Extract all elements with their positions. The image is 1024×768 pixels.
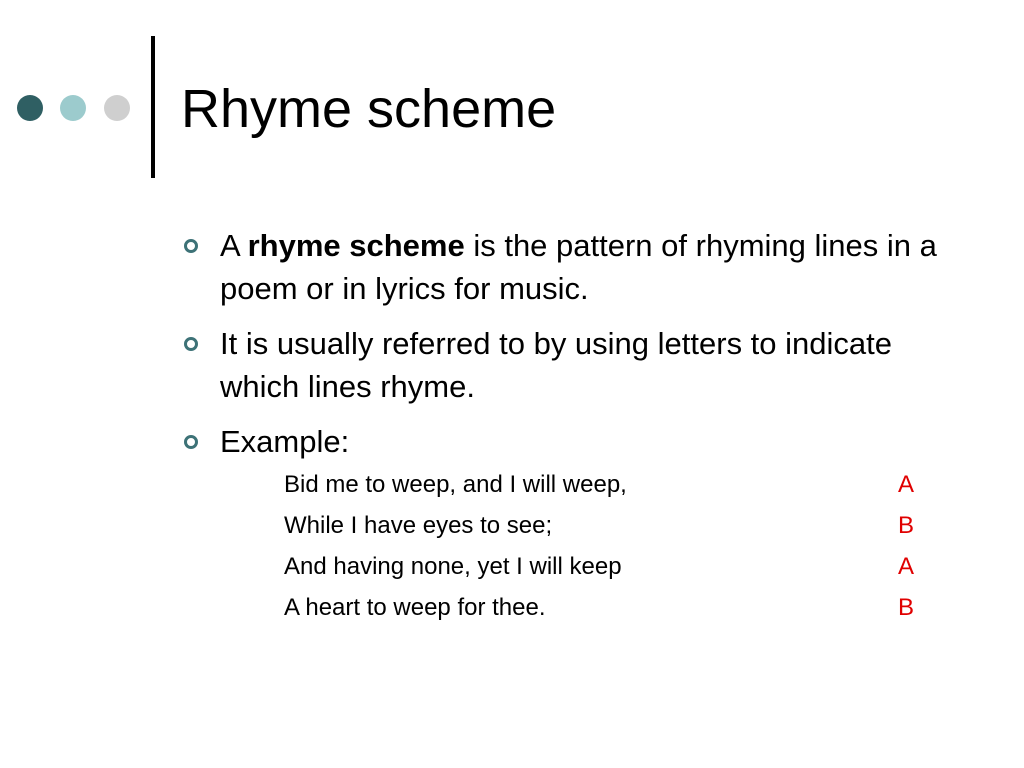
poem-line-text: And having none, yet I will keep bbox=[284, 553, 622, 580]
bullet-ring-icon bbox=[184, 435, 198, 449]
bullet-ring-icon bbox=[184, 239, 198, 253]
bullet-text: It is usually referred to by using letters to indicate which lines rhyme. bbox=[220, 326, 892, 404]
title-divider bbox=[151, 36, 155, 178]
bullet-ring-icon bbox=[184, 337, 198, 351]
poem-line-text: Bid me to weep, and I will weep, bbox=[284, 471, 627, 498]
decorative-dot-dark-icon bbox=[17, 95, 43, 121]
bullet-item-definition bbox=[184, 224, 944, 310]
rhyme-letter: B bbox=[898, 594, 915, 621]
bullet-list bbox=[184, 224, 944, 475]
slide-title: Rhyme scheme bbox=[181, 79, 557, 139]
poem-line bbox=[284, 546, 924, 587]
rhyme-letter: B bbox=[898, 512, 915, 539]
poem-line bbox=[284, 505, 924, 546]
rhyme-letter: A bbox=[898, 471, 915, 498]
bullet-text: is the pattern of rhyming lines in a poem or in lyrics for music. bbox=[220, 228, 937, 306]
bullet-item-letters bbox=[184, 322, 944, 408]
example-poem bbox=[284, 464, 924, 628]
bullet-text: Example: bbox=[220, 424, 350, 459]
poem-line bbox=[284, 464, 924, 505]
poem-line-text: A heart to weep for thee. bbox=[284, 594, 546, 621]
bullet-term: rhyme scheme bbox=[247, 228, 465, 263]
rhyme-letter: A bbox=[898, 553, 915, 580]
bullet-item-example bbox=[184, 420, 944, 463]
bullet-prefix: A bbox=[220, 228, 248, 263]
poem-line-text: While I have eyes to see; bbox=[284, 512, 553, 539]
decorative-dot-light-teal-icon bbox=[60, 95, 86, 121]
decorative-dot-gray-icon bbox=[104, 95, 130, 121]
poem-line bbox=[284, 587, 924, 628]
